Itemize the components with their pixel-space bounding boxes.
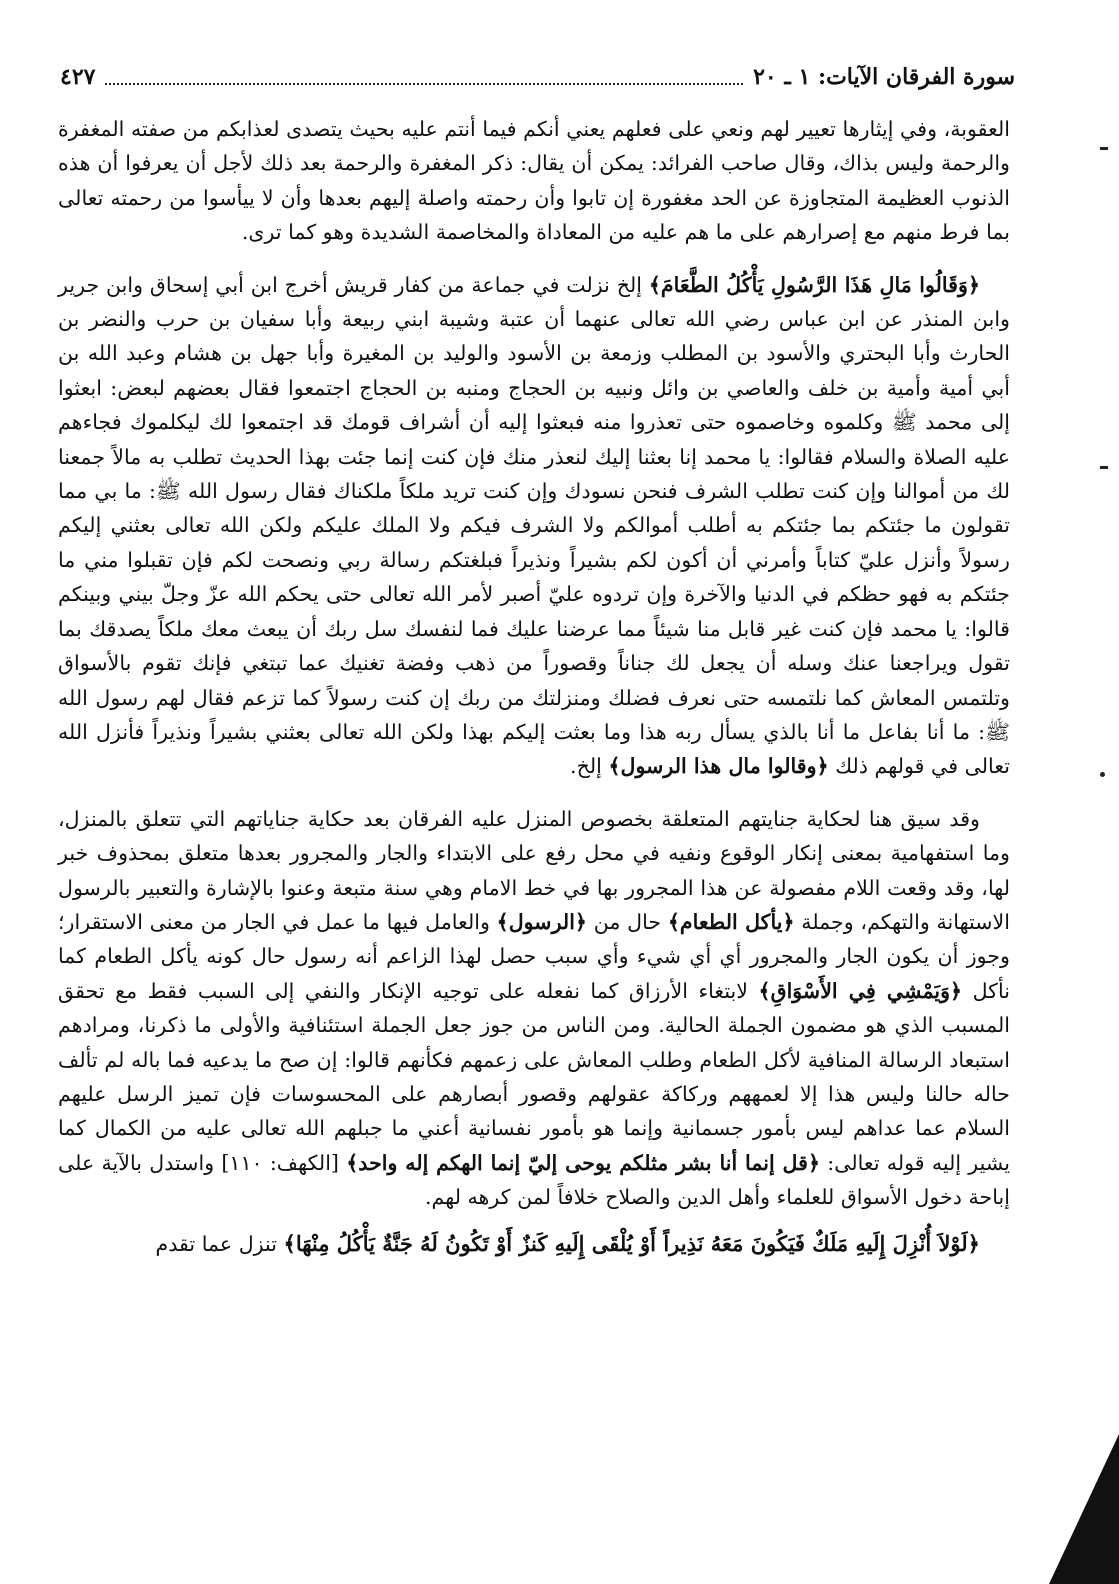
text-run: وقد سيق هنا لحكاية جنايتهم المتعلقة بخصوص المنزل عليه الفرقان بعد حكاية جناياتهم التي تتعلق بالمنزل، وما استفهامية بمعنى إنكار الوقوع ونفيه في محل رفع على الابتداء والجار والمجرور بعدها متعلق بمحذوف خبر لها، وقد وقعت اللام مفصولة عن هذا المجرور بها في خط الامام وهي سنة متبعة وعنوا بالإشارة والتعبير بالرسول الاستهانة والتهكم، وجملة <box>58 806 1010 934</box>
quran-quote: ﴿الرسول﴾ <box>496 909 587 934</box>
text-run: العقوبة، وفي إيثارها تعيير لهم ونعي على فعلهم يعني أنكم فيما أنتم عليه بحيث يتصدى لعذابكم من صفته المغفرة والرحمة وليس بذاك، وقال صاحب الفرائد: يمكن أن يقال: ذكر المغفرة والرحمة بعد ذلك لأجل أن يعرفوا أن هذه الذنوب العظيمة المتجاوزة عن الحد مغفورة إن تابوا وأن رحمته واصلة إليهم بعدها وأن لا ييأسوا من رحمته تعالى بما فرط منهم مع إصرارهم على ما هم عليه من المعاداة والمخاصمة الشديدة وهو كما ترى. <box>58 117 1010 245</box>
text-run: إلخ نزلت في جماعة من كفار قريش أخرج ابن أبي إسحاق وابن جرير وابن المنذر عن ابن عباس رضي الله تعالى عنهما أن عتبة وشيبة ابني ربيعة وأبا سفيان بن حرب والنضر بن الحارث وأبا البحتري والأسود بن المطلب وزمعة بن الأسود والوليد بن المغيرة وأبا جهل بن هشام وعبد الله بن أبي أمية وأمية بن خلف والعاصي بن وائل ونبيه بن الحجاج ومنبه بن الحجاج اجتمعوا فقال بعضهم لبعض: ابعثوا إلى محمد ﷺ وكلموه وخاصموه حتى تعذروا منه فبعثوا إليه أن أشراف قومك قد اجتمعوا لك ليكلموك فجاءهم عليه الصلاة والسلام فقالوا: يا محمد إنا بعثنا إليك لنعذر منك فإن كنت إنما جئت بهذا الحديث تطلب به مالاً جمعنا لك من أموالنا وإن كنت تطلب الشرف فنحن نسودك وإن كنت تريد ملكاً ملكناك فقال رسول الله ﷺ: ما بي مما تقولون ما جئتكم بما جئتكم به أطلب أموالكم ولا الشرف فيكم ولا الملك عليكم ولكن الله تعالى بعثني إليكم رسولاً وأنزل عليّ كتاباً وأمرني أن أكون لكم بشيراً ونذيراً فبلغتكم رسالة ربي ونصحت لكم فإن تقبلوا مني ما جئتكم به فهو حظكم في الدنيا والآخرة وإن تردوه عليّ أصبر لأمر الله تعالى حتى يحكم الله عزّ وجلّ بيني وبينكم قالوا: يا محمد فإن كنت غير قابل منا شيئاً مما عرضنا عليك فما لنفسك سل ربك أن يبعث معك ملكاً يصدقك بما تقول ويراجعنا عنك وسله أن يجعل لك جناناً وقصوراً من ذهب وفضة تغنيك عما تبتغي فإنك تقوم بالأسواق وتلتمس المعاش كما نلتمسه حتى نعرف فضلك ومنزلتك من ربك إن كنت رسولاً كما تزعم فقال لهم رسول الله ﷺ: ما أنا بفاعل ما أنا بالذي يسأل ربه هذا وما بعثت إليكم بهذا ولكن الله تعالى بعثني بشيراً ونذيراً فأنزل الله تعالى في قولهم ذلك <box>58 272 1010 779</box>
paragraph-4 <box>58 1227 1010 1261</box>
quran-quote: ﴿وقالوا مال هذا الرسول﴾ <box>608 754 829 779</box>
running-header <box>60 60 1015 94</box>
quran-quote: ﴿لَوْلاَ أُنْزِلَ إِلَيهِ مَلَكٌ فَيَكُونَ مَعَهُ نَذِيراً أَوْ يُلْقَى إِلَيهِ كَنزٌ أَوْ تَكُونُ لَهُ جَنَّةٌ يَأْكُلُ مِنْهَا﴾ <box>283 1230 980 1256</box>
margin-mark <box>1100 147 1108 150</box>
text-run: [الكهف: ١١٠] واستدل بالآية على إباحة دخول الأسواق للعلماء وأهل الدين والصلاح خلافاً لمن كرهه لهم. <box>58 1150 1010 1210</box>
page-body <box>58 112 1010 1261</box>
quran-quote: ﴿وَيَمْشِي فِي الأَسْوَاقِ﴾ <box>758 978 963 1003</box>
paragraph-1 <box>58 112 1010 250</box>
margin-dot <box>1100 772 1105 777</box>
text-run: إلخ. <box>570 754 609 779</box>
quran-quote: ﴿وَقَالُوا مَالِ هَذَا الرَّسُولِ يَأْكُلُ الطَّعَامَ﴾ <box>648 272 981 297</box>
chapter-title: سورة الفرقان الآيات: ١ ـ ٢٠ <box>753 64 1015 90</box>
quran-quote: ﴿يأكل الطعام﴾ <box>667 909 795 934</box>
quran-quote: ﴿قل إنما أنا بشر مثلكم يوحى إليّ إنما الهكم إله واحد﴾ <box>346 1150 821 1175</box>
text-run: والعامل فيها ما عمل في الجار من معنى الاستقرار؛ وجوز أن يكون الجار والمجرور أي أي شيء وأي سبب حصل لهذا الزاعم أنه رسول حال كونه يأكل الطعام كما نأكل <box>58 909 1010 1003</box>
paragraph-2 <box>58 268 1010 784</box>
page-number: ٤٢٧ <box>60 64 96 90</box>
paragraph-3 <box>58 802 1010 1215</box>
text-run: تنزل عما تقدم <box>155 1231 284 1256</box>
margin-mark <box>1100 466 1108 469</box>
scan-corner-shadow <box>1049 1434 1119 1584</box>
dot-leader <box>105 69 743 85</box>
text-run: حال من <box>587 909 668 934</box>
text-run: لابتغاء الأرزاق كما نفعله على توجيه الإنكار والنفي إلى السبب فقط مع تحقق المسبب الذي هو مضمون الجملة الحالية. ومن الناس من جوز جعل الجملة استئنافية والأولى ما ذكرنا، ومرادهم استبعاد الرسالة المنافية لأكل الطعام وطلب المعاش على زعمهم فكأنهم قالوا: إن صح ما يدعيه فما باله لم تألف حاله حالنا وليس هذا إلا لعمههم وركاكة عقولهم وقصور أبصارهم على المحسوسات فإن تميز الرسل عليهم السلام عما عداهم ليس بأمور جسمانية وإنما هو بأمور نفسانية أعني ما جبلهم الله تعالى عليه من الكمال كما يشير إليه قوله تعالى: <box>58 978 1010 1175</box>
